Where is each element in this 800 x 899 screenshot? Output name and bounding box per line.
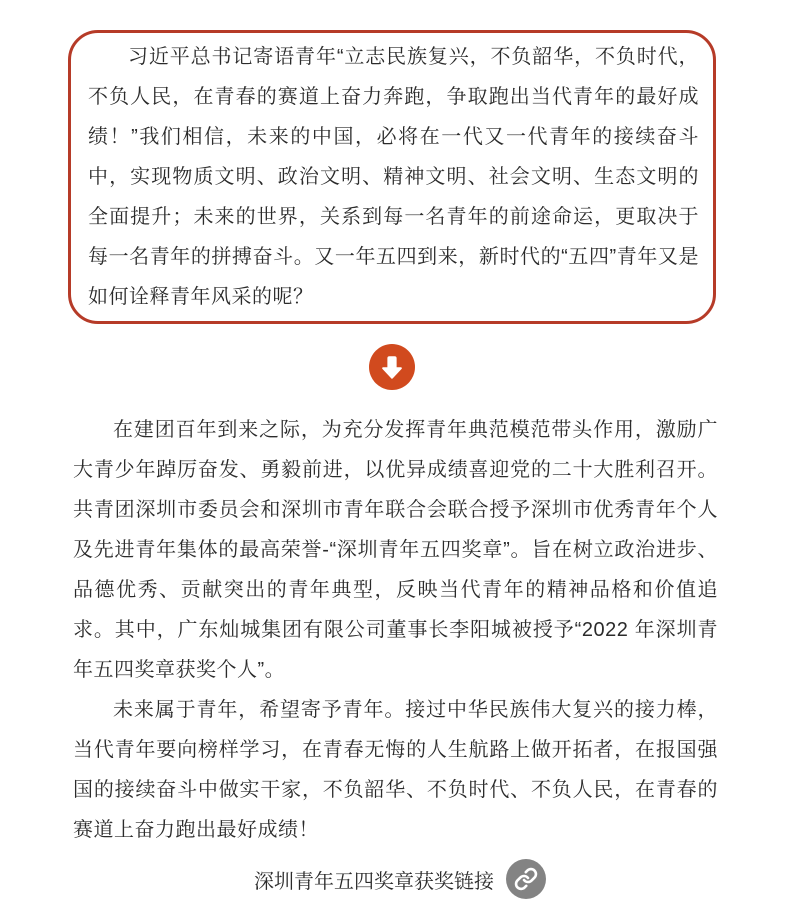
paragraph: 未来属于青年，希望寄予青年。接过中华民族伟大复兴的接力棒，当代青年要向榜样学习，在青春无悔的人生航路上做开拓者，在报国强国的接续奋斗中做实干家，不负韶华、不负时代、不负人民，在青春的赛道上奋力跑出最好成绩！ xyxy=(73,699,718,841)
article-page xyxy=(0,30,800,893)
quote-box xyxy=(68,30,716,324)
award-link-label[interactable]: 深圳青年五四奖章获奖链接 xyxy=(254,870,494,893)
quote-text: 习近平总书记寄语青年“立志民族复兴，不负韶华，不负时代，不负人民，在青春的赛道上奋力奔跑，争取跑出当代青年的最好成绩！”我们相信，未来的中国，必将在一代又一代青年的接续奋斗中，实现物质文明、政治文明、精神文明、社会文明、生态文明的全面提升；未来的世界，关系到每一名青年的前途命运，更取决于每一名青年的拼搏奋斗。又一年五四到来，新时代的“五四”青年又是如何诠释青年风采的呢？ xyxy=(88,46,699,308)
article-body xyxy=(73,410,718,850)
paragraph: 在建团百年到来之际，为充分发挥青年典范模范带头作用，激励广大青少年踔厉奋发、勇毅前进，以优异成绩喜迎党的二十大胜利召开。共青团深圳市委员会和深圳市青年联合会联合授予深圳市优秀青年个人及先进青年集体的最高荣誉-“深圳青年五四奖章”。旨在树立政治进步、品德优秀、贡献突出的青年典型，反映当代青年的精神品格和价值追求。其中，广东灿城集团有限公司董事长李阳城被授予“2022 年深圳青年五四奖章获奖个人”。 xyxy=(73,419,718,681)
down-arrow-icon xyxy=(369,344,415,390)
link-icon[interactable] xyxy=(506,859,546,899)
section-divider xyxy=(68,344,716,390)
award-link-row xyxy=(0,859,800,899)
